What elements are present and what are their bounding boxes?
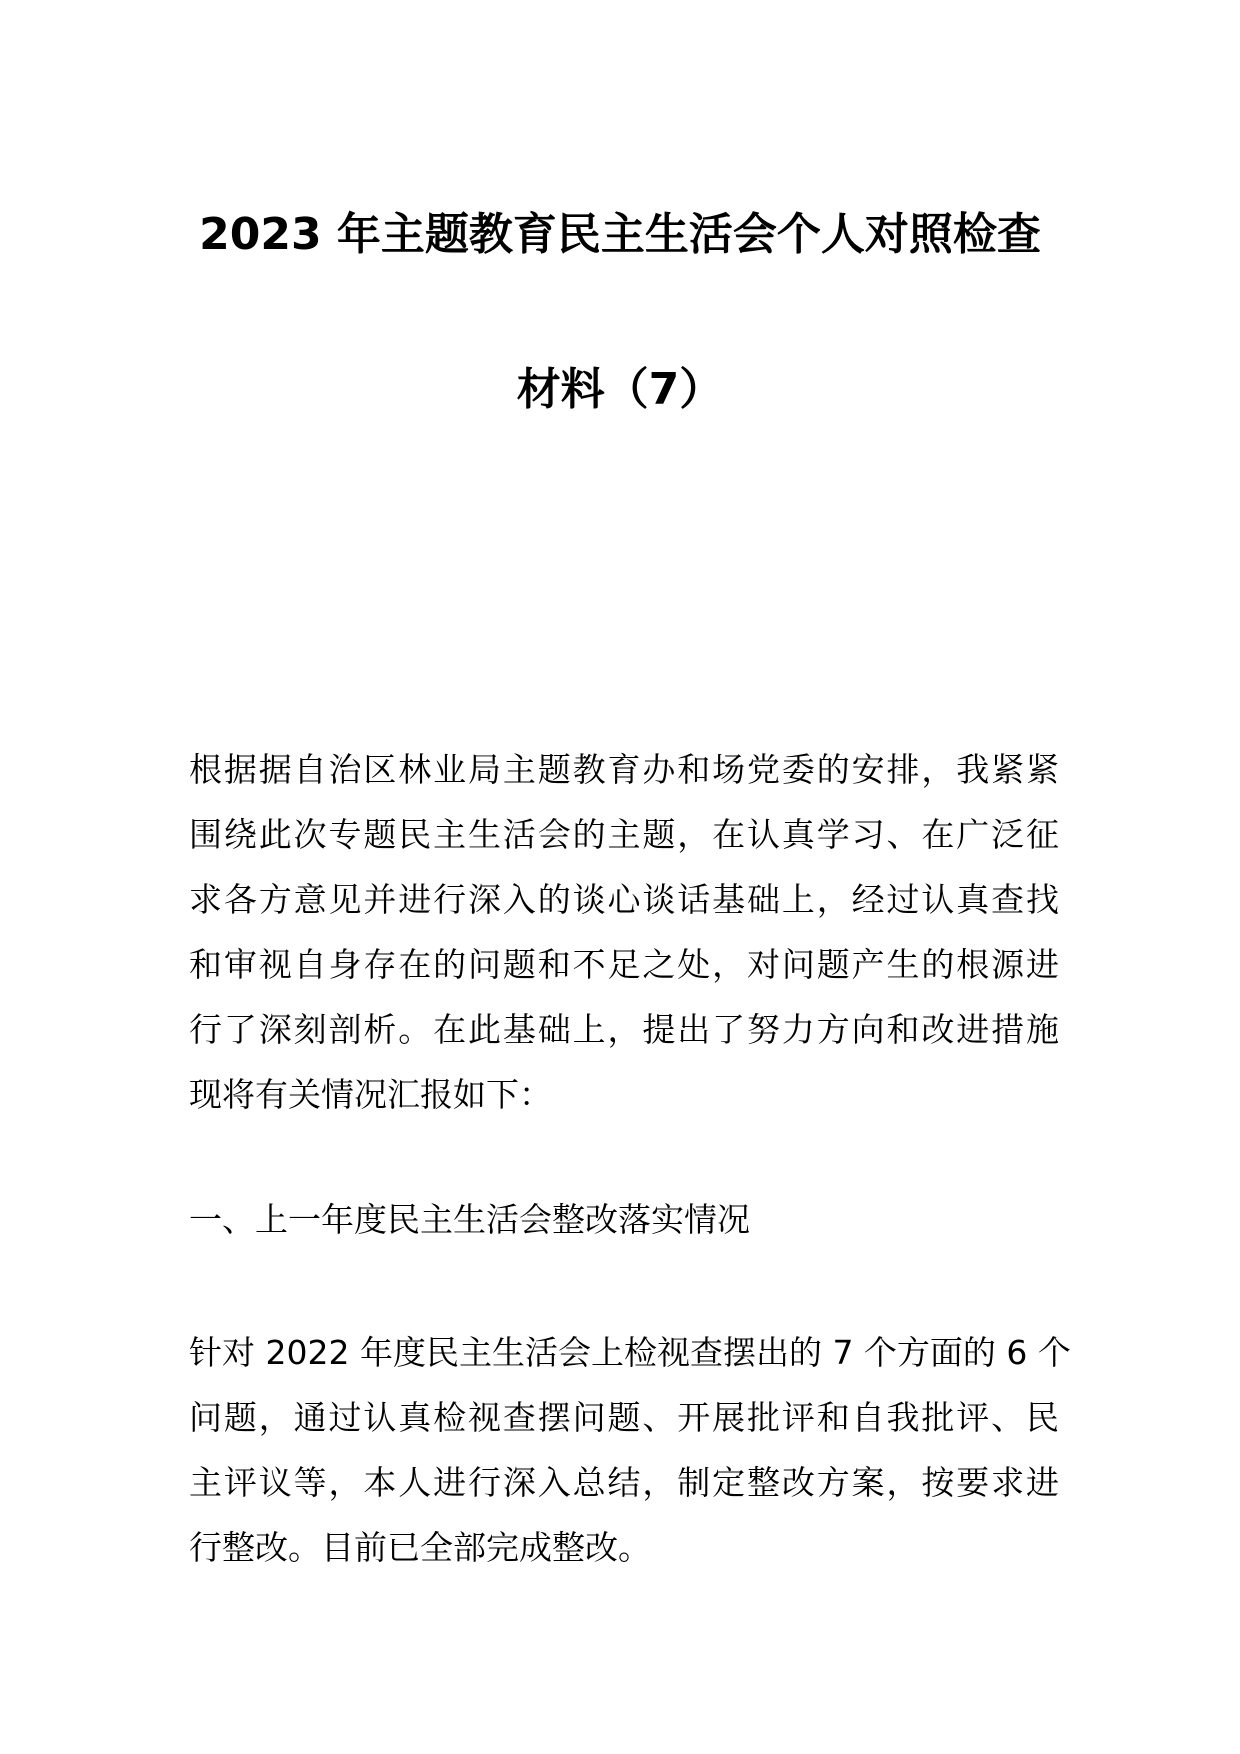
paragraph-line: 围绕此次专题民主生活会的主题，在认真学习、在广泛征 — [189, 815, 1059, 854]
paragraph-line: 和审视自身存在的问题和不足之处，对问题产生的根源进 — [189, 945, 1059, 984]
paragraph-line: 行了深刻剖析。在此基础上，提出了努力方向和改进措施 — [189, 1010, 1059, 1049]
rectification-paragraph — [189, 1320, 1071, 1580]
paragraph-line: 针对 2022 年度民主生活会上检视查摆出的 7 个方面的 6 个 — [189, 1333, 1071, 1372]
paragraph-line: 现将有关情况汇报如下： — [189, 1075, 552, 1114]
document-title-line-2: 材料（7） — [516, 364, 724, 415]
document-title-line-1: 2023 年主题教育民主生活会个人对照检查 — [199, 209, 1041, 260]
section-heading-text: 一、上一年度民主生活会整改落实情况 — [189, 1200, 750, 1239]
paragraph-line: 根据据自治区林业局主题教育办和场党委的安排，我紧紧 — [189, 750, 1059, 789]
intro-paragraph — [189, 737, 1059, 1127]
paragraph-line: 求各方意见并进行深入的谈心谈话基础上，经过认真查找 — [189, 880, 1059, 919]
paragraph-line: 行整改。目前已全部完成整改。 — [189, 1528, 651, 1567]
section-heading — [189, 1187, 1059, 1252]
paragraph-line: 问题，通过认真检视查摆问题、开展批评和自我批评、民 — [189, 1398, 1059, 1437]
paragraph-line: 主评议等，本人进行深入总结，制定整改方案，按要求进 — [189, 1463, 1059, 1502]
